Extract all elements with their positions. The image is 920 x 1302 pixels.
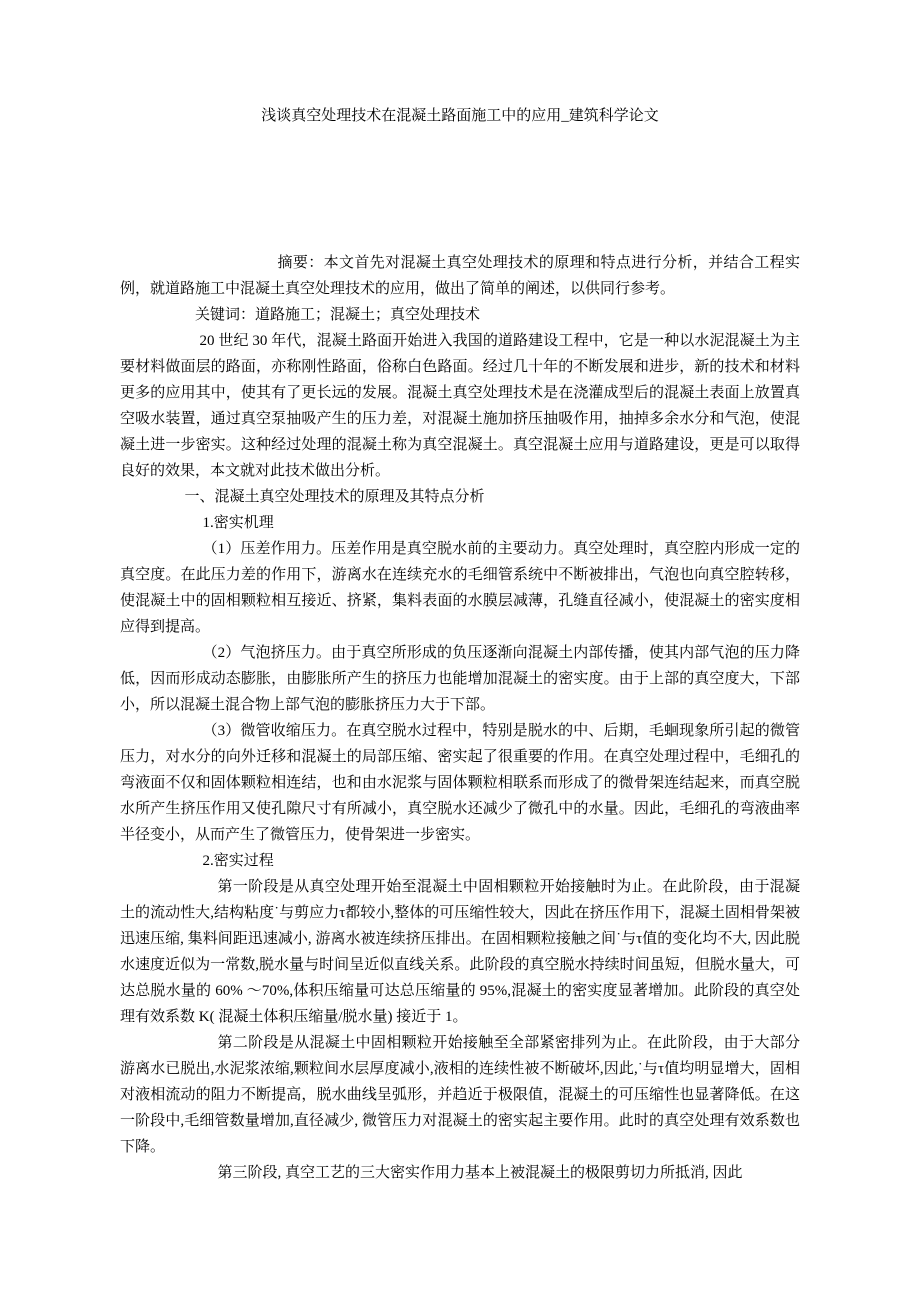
point-2-paragraph: （2）气泡挤压力。由于真空所形成的负压逐渐向混凝土内部传播，使其内部气泡的压力降低，因而形成动态膨胀，由膨胀所产生的挤压力也能增加混凝土的密实度。由于上部的真空度大，下部小，所以混凝土混合物上部气泡的膨胀挤压力大于下部。 bbox=[120, 645, 800, 713]
keywords-paragraph: 关键词：道路施工；混凝土；真空处理技术 bbox=[195, 307, 481, 323]
document-title: 浅谈真空处理技术在混凝土路面施工中的应用_建筑科学论文 bbox=[261, 108, 659, 124]
subsection-heading-1: 1.密实机理 bbox=[202, 515, 274, 531]
stage-3-paragraph: 第三阶段, 真空工艺的三大密实作用力基本上被混凝土的极限剪切力所抵消, 因此 bbox=[217, 1165, 743, 1181]
stage-1-paragraph: 第一阶段是从真空处理开始至混凝土中固相颗粒开始接触时为止。在此阶段，由于混凝土的流动性大,结构粘度˙与剪应力τ都较小,整体的可压缩性较大，因此在挤压作用下，混凝土固相骨架被迅速压缩, 集料间距迅速减小, 游离水被连续挤压排出。在固相颗粒接触之间˙与τ值的变化均不大, 因此脱水速度近似为一常数,脱水量与时间呈近似直线关系。此阶段的真空脱水持续时间虽短，但脱水量大，可达总脱水量的 60% ～70%,体积压缩量可达总压缩量的 95%,混凝土的密实度显著增加。此阶段的真空处理有效系数 K( 混凝土体积压缩量/脱水量) 接近于 1。 bbox=[120, 879, 800, 1025]
subsection-heading-2: 2.密实过程 bbox=[202, 853, 274, 869]
stage-2-paragraph: 第二阶段是从混凝土中固相颗粒开始接触至全部紧密排列为止。在此阶段，由于大部分游离水已脱出,水泥浆浓缩,颗粒间水层厚度减小,液相的连续性被不断破坏,因此,˙与τ值均明显增大，固相对液相流动的阻力不断提高，脱水曲线呈弧形，并趋近于极限值，混凝土的可压缩性也显著降低。在这一阶段中,毛细管数量增加,直径减少, 微管压力对混凝土的密实起主要作用。此时的真空处理有效系数也下降。 bbox=[120, 1035, 800, 1155]
point-3-paragraph: （3）微管收缩压力。在真空脱水过程中，特别是脱水的中、后期，毛蛔现象所引起的微管压力，对水分的向外迁移和混凝土的局部压缩、密实起了很重要的作用。在真空处理过程中，毛细孔的弯液面不仅和固体颗粒相连结，也和由水泥浆与固体颗粒相联系而形成了的微骨架连结起来，而真空脱水所产生挤压作用又使孔隙尺寸有所减小，真空脱水还减少了微孔中的水量。因此，毛细孔的弯液曲率半径变小，从而产生了微管压力，使骨架进一步密实。 bbox=[120, 723, 800, 843]
section-heading: 一、混凝土真空处理技术的原理及其特点分析 bbox=[184, 489, 485, 505]
intro-paragraph: 20 世纪 30 年代，混凝土路面开始进入我国的道路建设工程中，它是一种以水泥混凝土为主要材料做面层的路面，亦称刚性路面，俗称白色路面。经过几十年的不断发展和进步，新的技术和材料更多的应用其中，使其有了更长远的发展。混凝土真空处理技术是在浇灌成型后的混凝土表面上放置真空吸水装置，通过真空泵抽吸产生的压力差，对混凝土施加挤压抽吸作用，抽掉多余水分和气泡，使混凝土进一步密实。这种经过处理的混凝土称为真空混凝土。真空混凝土应用与道路建设，更是可以取得良好的效果，本文就对此技术做出分析。 bbox=[120, 333, 800, 479]
abstract-paragraph: 摘要：本文首先对混凝土真空处理技术的原理和特点进行分析，并结合工程实例，就道路施工中混凝土真空处理技术的应用，做出了简单的阐述，以供同行参考。 bbox=[120, 255, 800, 297]
point-1-paragraph: （1）压差作用力。压差作用是真空脱水前的主要动力。真空处理时，真空腔内形成一定的真空度。在此压力差的作用下，游离水在连续充水的毛细管系统中不断被排出，气泡也向真空腔转移，使混凝土中的固相颗粒相互接近、挤紧，集料表面的水膜层减薄，孔缝直径减小，使混凝土的密实度相应得到提高。 bbox=[120, 541, 800, 635]
